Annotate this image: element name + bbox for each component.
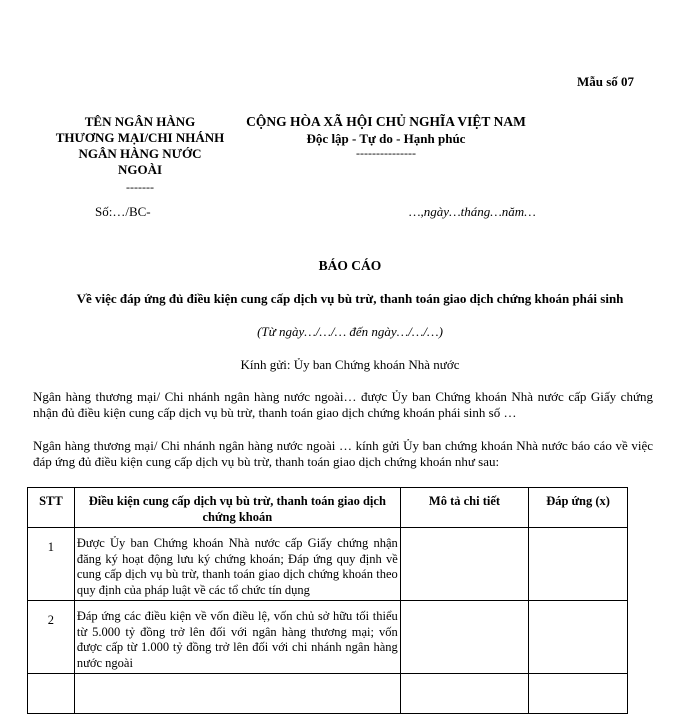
- cell-description: [400, 674, 528, 714]
- cell-condition: Đáp ứng các điều kiện về vốn điều lệ, vốn chủ sở hữu tối thiểu từ 5.000 tỷ đồng trở lên đối với ngân hàng thương mại; vốn được cấp từ 1.000 tỷ đồng trở lên đối với chi nhánh ngân hàng nước ngoài: [74, 601, 400, 674]
- issuer-line: THƯƠNG MẠI/CHI NHÁNH: [55, 130, 225, 145]
- country-name: CỘNG HÒA XÃ HỘI CHỦ NGHĨA VIỆT NAM: [246, 114, 526, 129]
- table-row: [28, 528, 628, 601]
- issuer-name: [40, 114, 240, 178]
- body-paragraph: Ngân hàng thương mại/ Chi nhánh ngân hàng nước ngoài … kính gửi Ủy ban chứng khoán Nhà nước báo cáo về việc đáp ứng đủ điều kiện cung cấp dịch vụ bù trừ, thanh toán giao dịch chứng khoán như sau:: [33, 438, 653, 469]
- table-row: [28, 601, 628, 674]
- issuer-separator: -------: [126, 180, 154, 194]
- cell-condition: [74, 674, 400, 714]
- header-condition: Điều kiện cung cấp dịch vụ bù trừ, thanh toán giao dịch chứng khoán: [74, 488, 400, 528]
- cell-description: [400, 601, 528, 674]
- addressee: Kính gửi: Ủy ban Chứng khoán Nhà nước: [240, 357, 460, 372]
- cell-condition: Được Ủy ban Chứng khoán Nhà nước cấp Giấy chứng nhận đăng ký hoạt động lưu ký chứng khoán; Đáp ứng quy định về cung cấp dịch vụ bù trừ, thanh toán giao dịch chứng khoán theo quy định của pháp luật về các tổ chức tín dụng: [74, 528, 400, 601]
- form-number: Mẫu số 07: [576, 74, 634, 89]
- document-subject: Về việc đáp ứng đủ điều kiện cung cấp dịch vụ bù trừ, thanh toán giao dịch chứng khoán phái sinh: [76, 291, 624, 306]
- cell-meets: [529, 674, 628, 714]
- reporting-period: (Từ ngày…/…/… đến ngày…/…/…): [257, 324, 443, 339]
- document-title: BÁO CÁO: [318, 258, 382, 273]
- issuer-line: TÊN NGÂN HÀNG: [84, 114, 196, 129]
- header-meets: Đáp ứng (x): [529, 488, 628, 528]
- cell-stt: [28, 674, 75, 714]
- conditions-table: [27, 487, 628, 714]
- table-header-row: [28, 488, 628, 528]
- motto-separator: ---------------: [356, 146, 416, 160]
- cell-meets: [529, 528, 628, 601]
- cell-stt: 2: [28, 601, 75, 674]
- cell-stt: 1: [28, 528, 75, 601]
- cell-description: [400, 528, 528, 601]
- national-motto: Độc lập - Tự do - Hạnh phúc: [306, 131, 466, 146]
- document-date: …,ngày…tháng…năm…: [409, 204, 536, 219]
- header-description: Mô tả chi tiết: [400, 488, 528, 528]
- header-stt: STT: [28, 488, 75, 528]
- table-row: [28, 674, 628, 714]
- issuer-line: NGÂN HÀNG NƯỚC: [78, 146, 202, 161]
- document-number: Số:…/BC-: [95, 204, 151, 219]
- cell-meets: [529, 601, 628, 674]
- body-paragraph: Ngân hàng thương mại/ Chi nhánh ngân hàng nước ngoài… được Ủy ban Chứng khoán Nhà nước cấp Giấy chứng nhận đủ điều kiện cung cấp dịch vụ bù trừ, thanh toán giao dịch chứng khoán phái sinh số …: [33, 389, 653, 420]
- issuer-line: NGOÀI: [117, 162, 163, 177]
